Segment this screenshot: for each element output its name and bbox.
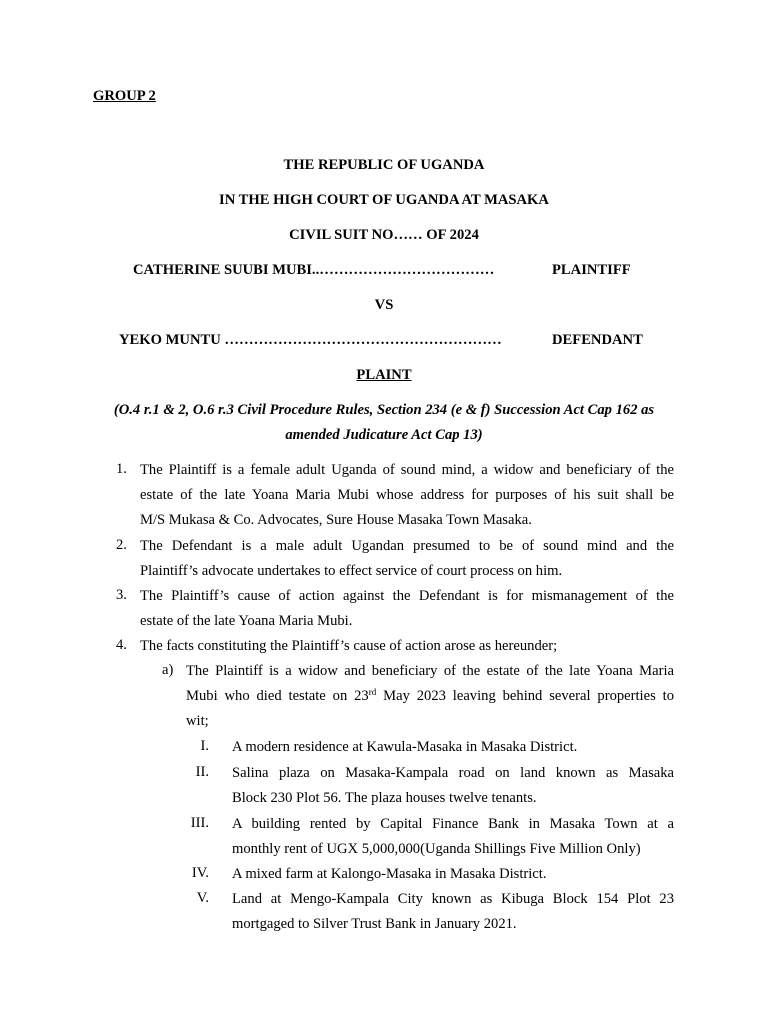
paragraph-2 (140, 534, 674, 584)
subparagraph-a (186, 659, 674, 734)
line-text: Mubi who died testate on 23 (186, 688, 369, 704)
property-item (232, 862, 674, 887)
paragraph-line: Salina plaza on Masaka-Kampala road on land known as Masaka (232, 765, 674, 781)
plaintiff-role: PLAINTIFF (552, 262, 631, 278)
paragraph-line: A building rented by Capital Finance Bank in Masaka Town at a (232, 816, 674, 832)
defendant-role: DEFENDANT (552, 332, 643, 348)
property-number: IV. (191, 865, 209, 881)
group-label: GROUP 2 (93, 88, 156, 104)
paragraph-number: 1. (116, 461, 127, 477)
versus-label: VS (374, 297, 394, 313)
paragraph-line: The Plaintiff is a widow and beneficiary of the estate of the late Yoana Maria (186, 663, 674, 679)
paragraph-line: The Plaintiff’s cause of action against the Defendant is for mismanagement of the (140, 588, 674, 604)
paragraph-line: estate of the late Yoana Maria Mubi. (140, 613, 353, 629)
property-item (232, 887, 674, 937)
property-item (232, 812, 674, 862)
paragraph-line: A modern residence at Kawula-Masaka in Masaka District. (232, 739, 578, 755)
court-heading: IN THE HIGH COURT OF UGANDA AT MASAKA (219, 192, 549, 208)
paragraph-line: Land at Mengo-Kampala City known as Kibuga Block 154 Plot 23 (232, 891, 674, 907)
property-number: III. (190, 815, 209, 831)
paragraph-line: wit; (186, 713, 209, 729)
paragraph-line: Plaintiff’s advocate undertakes to effect service of court process on him. (140, 563, 563, 579)
line-text: May 2023 leaving behind several properties to (376, 688, 674, 704)
paragraph-line: The facts constituting the Plaintiff’s cause of action arose as hereunder; (140, 638, 558, 654)
paragraph-line: monthly rent of UGX 5,000,000(Uganda Shillings Five Million Only) (232, 841, 641, 857)
paragraph-line (186, 684, 674, 709)
paragraph-line: estate of the late Yoana Maria Mubi whose address for purposes of his suit shall be (140, 487, 674, 503)
paragraph-line: mortgaged to Silver Trust Bank in January 2021. (232, 916, 517, 932)
authority-line-2: amended Judicature Act Cap 13) (285, 427, 483, 443)
property-number: I. (200, 738, 209, 754)
property-item (232, 735, 674, 760)
subparagraph-number: a) (162, 662, 174, 678)
paragraph-3 (140, 584, 674, 634)
property-number: V. (196, 890, 209, 906)
authority-line-1: (O.4 r.1 & 2, O.6 r.3 Civil Procedure Rules, Section 234 (e & f) Succession Act Cap 162 as (113, 402, 655, 418)
ordinal-suffix: rd (368, 687, 377, 697)
property-item (232, 761, 674, 811)
defendant-name: YEKO MUNTU ………………………………………………… (119, 332, 502, 348)
paragraph-number: 3. (116, 587, 127, 603)
paragraph-line: The Defendant is a male adult Ugandan presumed to be of sound mind and the (140, 538, 674, 554)
paragraph-line: Block 230 Plot 56. The plaza houses twelve tenants. (232, 790, 537, 806)
paragraph-4 (140, 634, 674, 659)
paragraph-line: M/S Mukasa & Co. Advocates, Sure House Masaka Town Masaka. (140, 512, 532, 528)
paragraph-line: The Plaintiff is a female adult Uganda of sound mind, a widow and beneficiary of the (140, 462, 674, 478)
paragraph-line: A mixed farm at Kalongo-Masaka in Masaka District. (232, 866, 547, 882)
plaintiff-name: CATHERINE SUUBI MUBI..……………………………… (133, 262, 495, 278)
paragraph-number: 4. (116, 637, 127, 653)
suit-number: CIVIL SUIT NO…… OF 2024 (289, 227, 479, 243)
property-number: II. (195, 764, 209, 780)
republic-heading: THE REPUBLIC OF UGANDA (283, 157, 485, 173)
plaint-title: PLAINT (356, 367, 412, 383)
paragraph-1 (140, 458, 674, 533)
paragraph-number: 2. (116, 537, 127, 553)
